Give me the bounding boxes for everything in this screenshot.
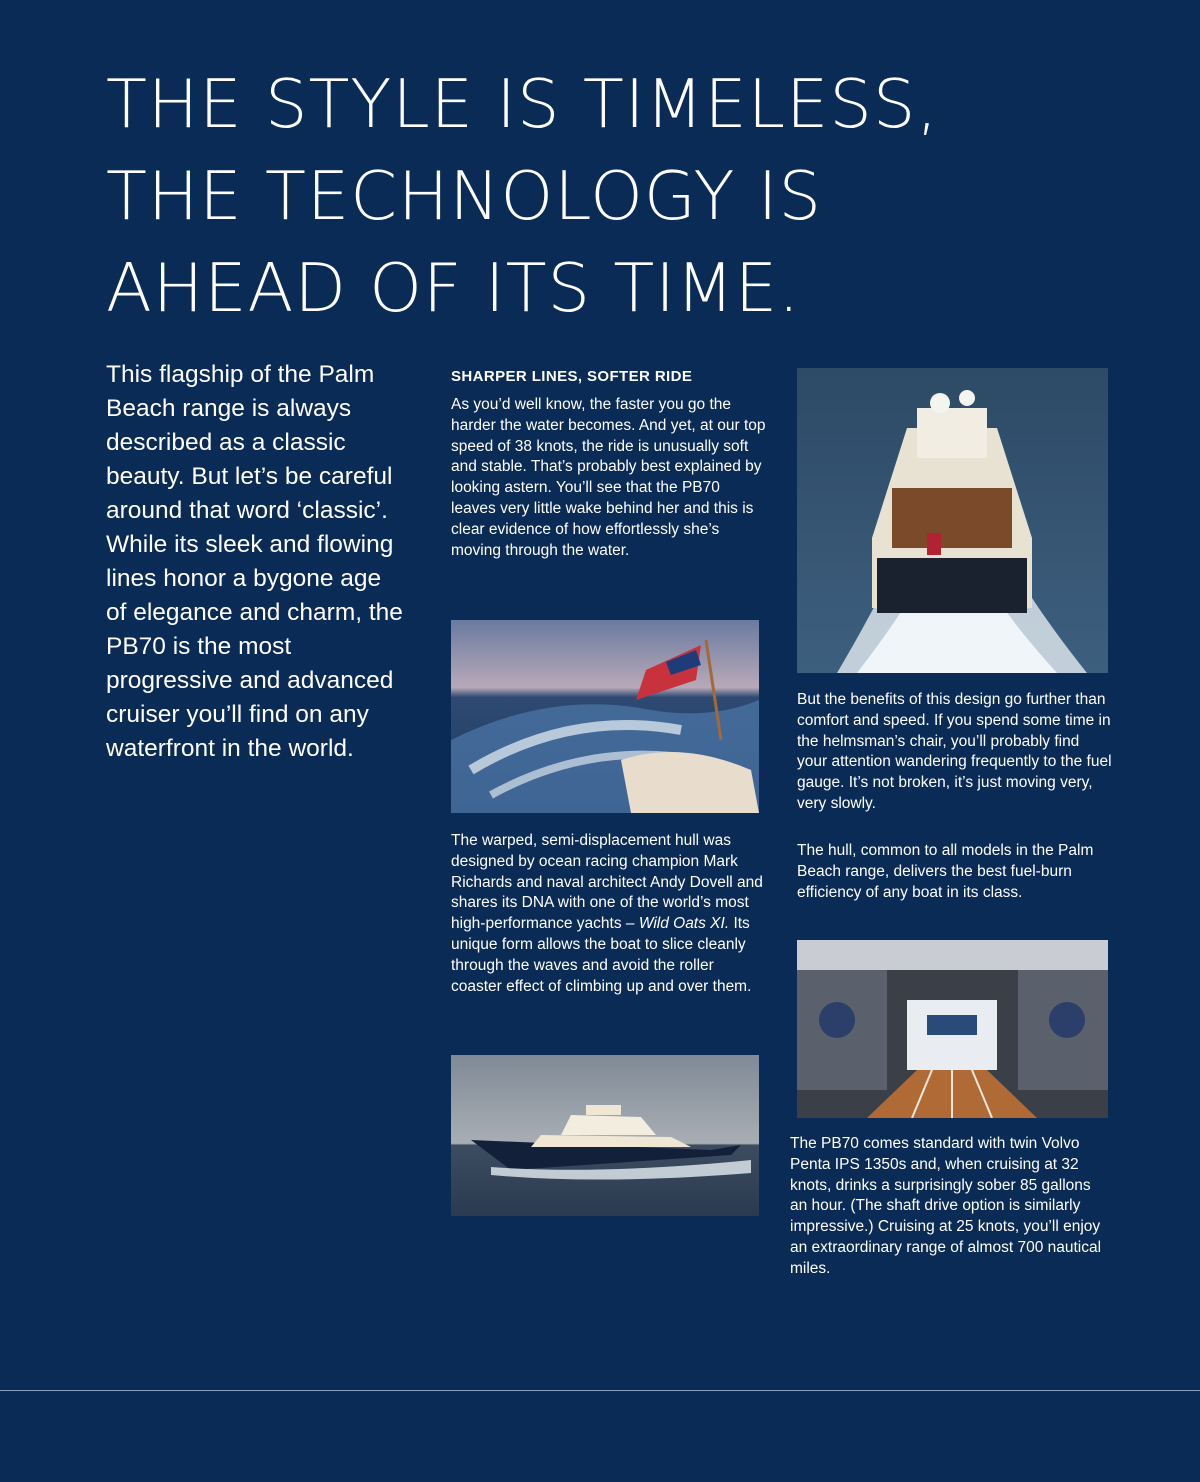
boat-aerial-photo bbox=[797, 368, 1108, 673]
wake-flag-photo bbox=[451, 620, 759, 813]
boat-profile-illustration bbox=[451, 1055, 759, 1216]
section-subhead: SHARPER LINES, SOFTER RIDE bbox=[451, 368, 693, 385]
wake-flag-illustration bbox=[451, 620, 759, 813]
headline-line-3: AHEAD OF ITS TIME. bbox=[106, 249, 801, 327]
hull-design-text-a: The warped, semi-displacement hull was designed by ocean racing champion Mark Richards and naval architect Andy Dovell and shares its DNA with one of the world’s most high-performance yachts – bbox=[451, 832, 763, 933]
boat-aerial-illustration bbox=[797, 368, 1108, 673]
hull-efficiency-paragraph: The hull, common to all models in the Palm Beach range, delivers the best fuel-burn efficiency of any boat in its class. bbox=[797, 842, 1094, 901]
headline-line-2: THE TECHNOLOGY IS bbox=[106, 157, 822, 235]
helm-paragraph: But the benefits of this design go further than comfort and speed. If you spend some time in the helmsman’s chair, you’ll probably find your attention wandering frequently to the fuel gauge. It’s not broken, it’s just moving very, very slowly. bbox=[797, 691, 1112, 812]
hull-design-text-b: Its unique form allows the boat to slice cleanly through the waves and avoid the roller coaster effect of climbing up and over them. bbox=[451, 915, 752, 995]
engine-paragraph: The PB70 comes standard with twin Volvo Penta IPS 1350s and, when cruising at 32 knots, drinks a surprisingly sober 85 gallons an hour. (The shaft drive option is similarly impressive.) Cruising at 25 knots, you’ll enjoy an extraordinary range of almost 700 nautical miles. bbox=[790, 1135, 1102, 1277]
intro-paragraph: This flagship of the Palm Beach range is always described as a classic beauty. But let’s be careful around that word ‘classic’. While its sleek and flowing lines honor a bygone age of elegance and charm, the PB70 is the most progressive and advanced cruiser you’ll find on any waterfront in the world. bbox=[106, 361, 403, 762]
boat-profile-photo bbox=[451, 1055, 759, 1216]
headline-line-1: THE STYLE IS TIMELESS, bbox=[106, 65, 939, 143]
page-headline bbox=[106, 58, 1126, 334]
wild-oats-name: Wild Oats XI. bbox=[638, 915, 730, 933]
engine-room-photo bbox=[797, 940, 1108, 1118]
engine-room-illustration bbox=[797, 940, 1108, 1118]
wake-paragraph: As you’d well know, the faster you go the harder the water becomes. And yet, at our top speed of 38 knots, the ride is unusually soft and stable. That’s probably best explained by looking astern. You’ll see that the PB70 leaves very little wake behind her and this is clear evidence of how effortlessly she’s moving through the water. bbox=[451, 396, 766, 559]
hull-design-paragraph bbox=[451, 831, 766, 997]
footer-rule bbox=[0, 1390, 1200, 1391]
